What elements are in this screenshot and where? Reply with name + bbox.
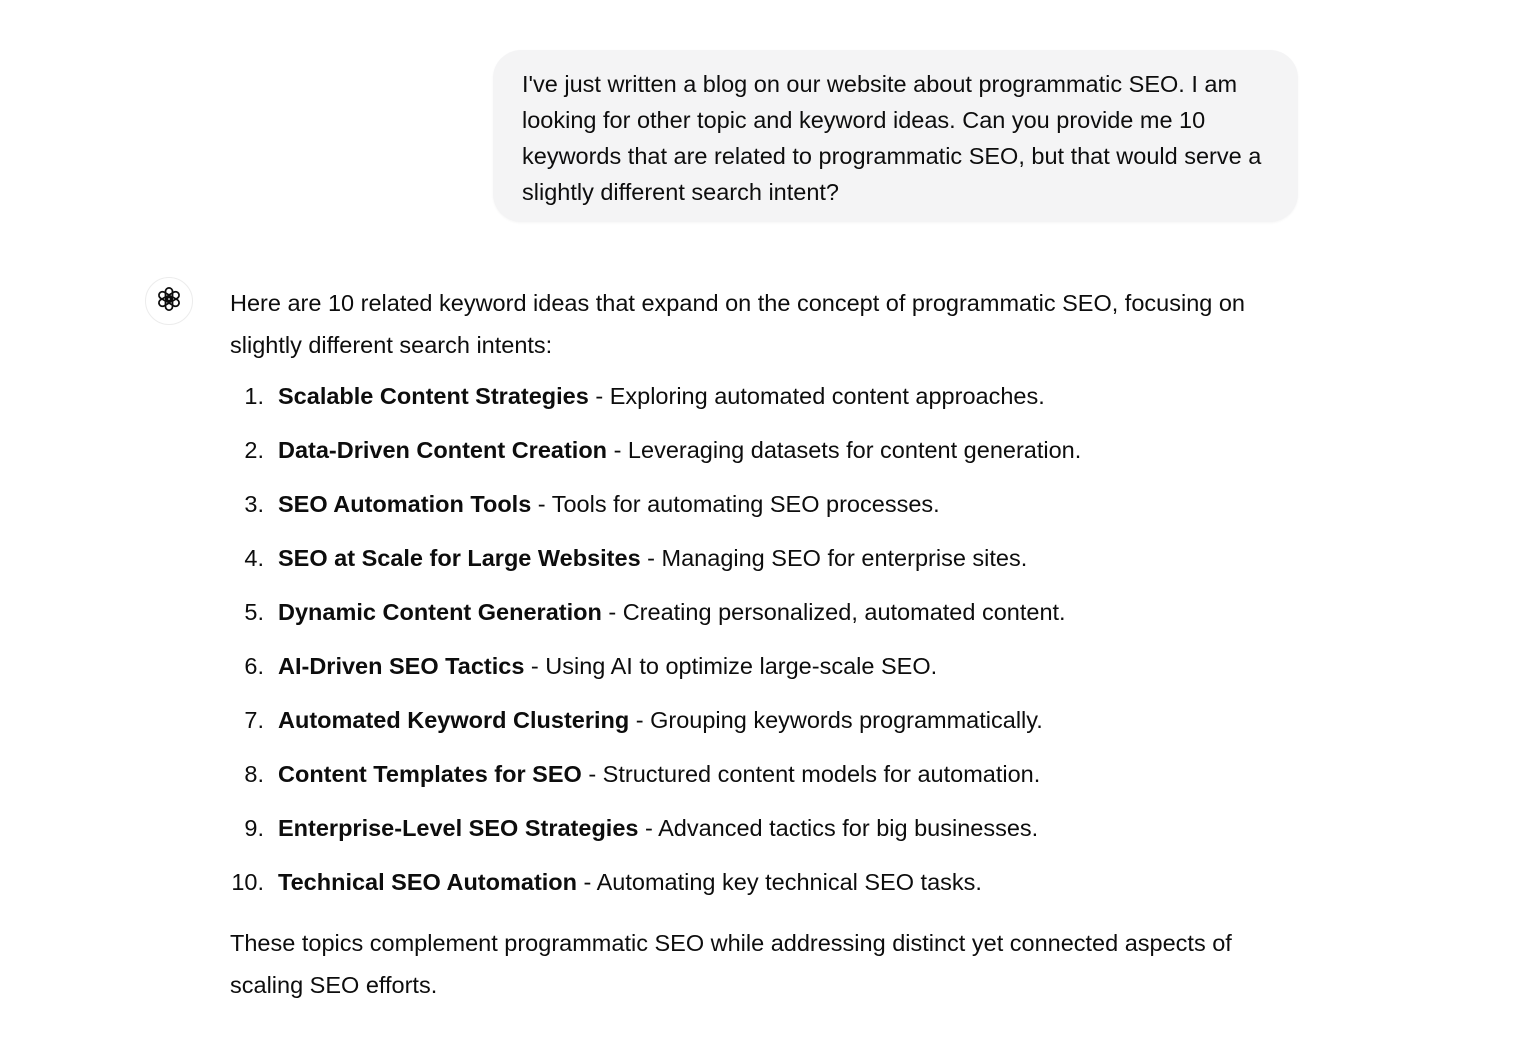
list-item-number: 4.	[244, 545, 264, 571]
list-item-number: 8.	[244, 761, 264, 787]
keyword-title: Automated Keyword Clustering	[278, 707, 630, 733]
list-item-number: 9.	[244, 815, 264, 841]
keyword-title: Enterprise-Level SEO Strategies	[278, 815, 639, 841]
list-item	[230, 540, 1300, 594]
keyword-title: AI-Driven SEO Tactics	[278, 653, 525, 679]
list-item	[230, 378, 1300, 432]
keyword-description: - Exploring automated content approaches.	[588, 383, 1045, 409]
list-item-number: 7.	[244, 707, 264, 733]
keyword-description: - Automating key technical SEO tasks.	[577, 869, 982, 895]
keyword-title: SEO at Scale for Large Websites	[278, 545, 641, 571]
list-item-number: 3.	[244, 491, 264, 517]
keyword-description: - Advanced tactics for big businesses.	[638, 815, 1039, 841]
list-item	[230, 702, 1300, 756]
user-message-bubble	[493, 50, 1298, 222]
list-item	[230, 594, 1300, 648]
openai-logo-icon	[155, 285, 183, 318]
user-message-text: I've just written a blog on our website about programmatic SEO. I am looking for other topic and keyword ideas. Can you provide me 10 keywords that are related to programmatic SEO, but that would serve a slightly different search intent?	[522, 71, 1262, 205]
list-item	[230, 432, 1300, 486]
assistant-avatar	[145, 277, 193, 325]
keyword-description: - Creating personalized, automated content.	[601, 599, 1066, 625]
keyword-title: Data-Driven Content Creation	[278, 437, 608, 463]
keyword-description: - Grouping keywords programmatically.	[629, 707, 1043, 733]
keyword-title: SEO Automation Tools	[278, 491, 532, 517]
keyword-list	[230, 378, 1300, 918]
list-item-number: 6.	[244, 653, 264, 679]
keyword-description: - Managing SEO for enterprise sites.	[640, 545, 1028, 571]
keyword-title: Scalable Content Strategies	[278, 383, 589, 409]
list-item	[230, 486, 1300, 540]
keyword-title: Content Templates for SEO	[278, 761, 582, 787]
keyword-title: Dynamic Content Generation	[278, 599, 602, 625]
keyword-description: - Using AI to optimize large-scale SEO.	[524, 653, 938, 679]
list-item	[230, 864, 1300, 918]
assistant-intro: Here are 10 related keyword ideas that expand on the concept of programmatic SEO, focusing on slightly different search intents:	[230, 290, 1245, 358]
list-item	[230, 756, 1300, 810]
list-item-number: 10.	[231, 869, 264, 895]
keyword-title: Technical SEO Automation	[278, 869, 578, 895]
assistant-message	[230, 282, 1300, 1006]
list-item	[230, 810, 1300, 864]
list-item-number: 1.	[244, 383, 264, 409]
list-item-number: 5.	[244, 599, 264, 625]
list-item	[230, 648, 1300, 702]
keyword-description: - Structured content models for automation.	[581, 761, 1041, 787]
keyword-description: - Tools for automating SEO processes.	[531, 491, 940, 517]
assistant-outro: These topics complement programmatic SEO while addressing distinct yet connected aspects of scaling SEO efforts.	[230, 930, 1232, 998]
list-item-number: 2.	[244, 437, 264, 463]
keyword-description: - Leveraging datasets for content generation.	[607, 437, 1082, 463]
